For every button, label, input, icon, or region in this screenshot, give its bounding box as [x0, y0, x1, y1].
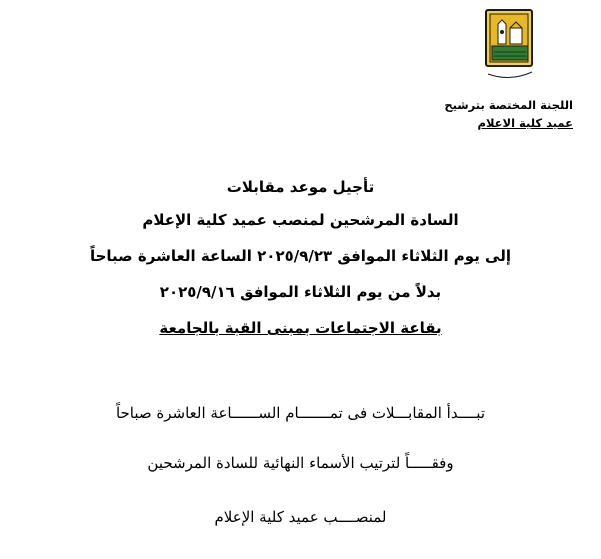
- announcement-line-4: بدلاً من يوم الثلاثاء الموافق ٢٠٢٥/٩/١٦: [159, 283, 442, 301]
- announcement-line-3: إلى يوم الثلاثاء الموافق ٢٠٢٥/٩/٢٣ الساعة العاشرة صباحاً: [89, 247, 512, 265]
- body-paragraph-2: وفقـــــاً لترتيب الأسماء النهائية للسادة المرشحين: [147, 454, 454, 472]
- committee-line-2: عميد كلية الاعلام: [477, 116, 573, 130]
- committee-line-1: اللجنة المختصة بترشيح: [444, 98, 573, 112]
- announcement-location: بقاعة الاجتماعات بمبنى القبة بالجامعة: [159, 319, 442, 337]
- body-paragraph-3: لمنصــــب عميد كلية الإعلام: [214, 508, 387, 526]
- announcement-line-2: السادة المرشحين لمنصب عميد كلية الإعلام: [142, 211, 459, 229]
- body-paragraph-1: تبــــدأ المقابـــلات فى تمـــــــام الســــــاعة العاشرة صباحاً: [115, 404, 486, 422]
- announcement-title: تأجيل موعد مقابلات: [226, 178, 375, 196]
